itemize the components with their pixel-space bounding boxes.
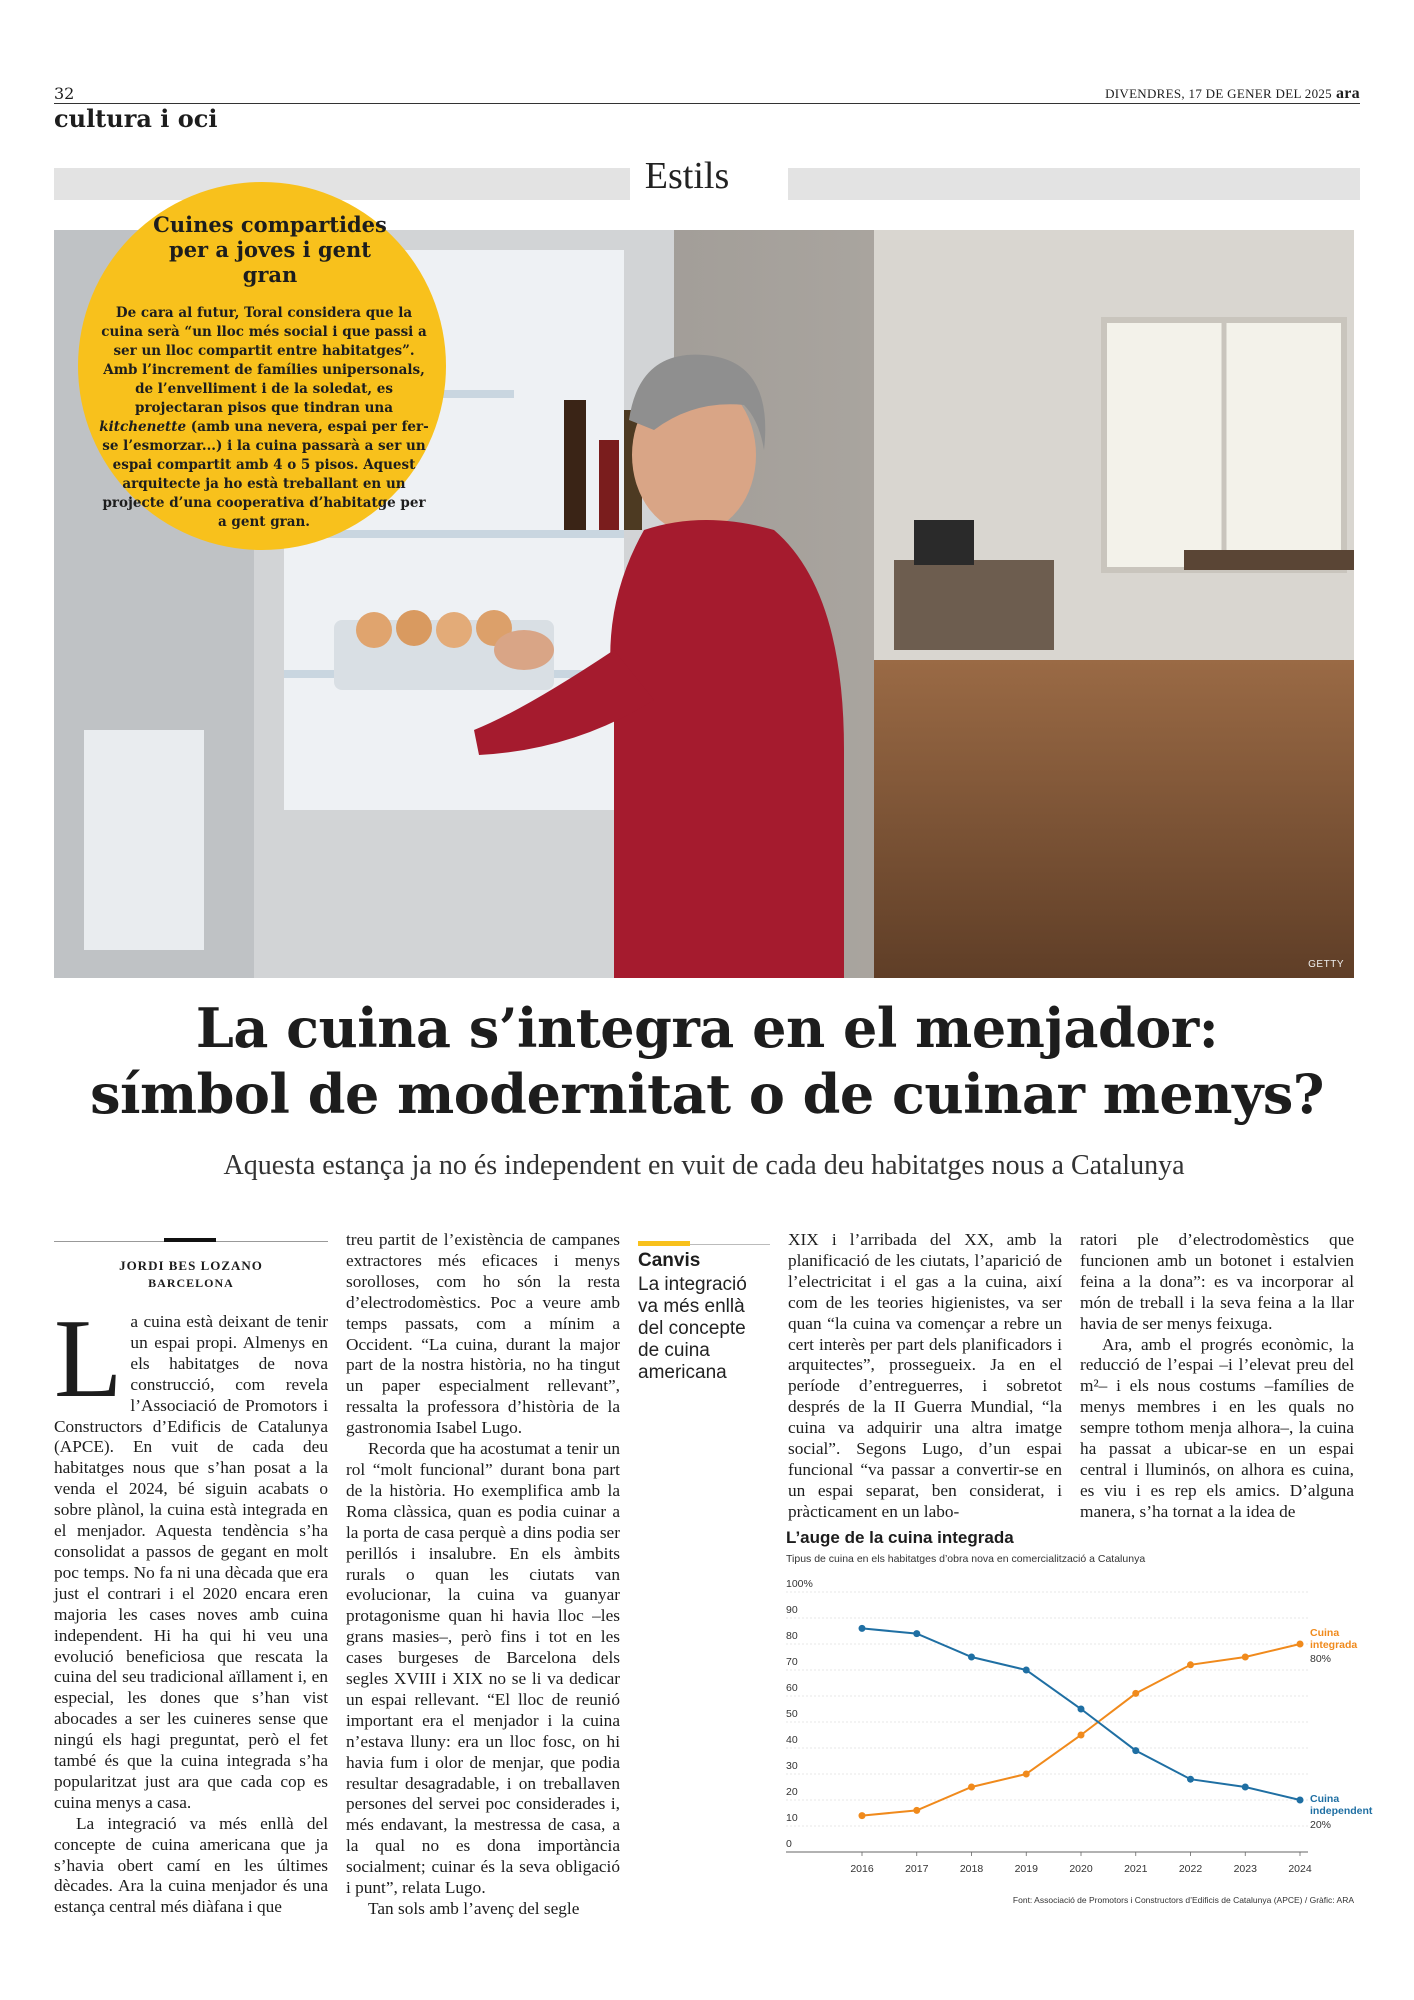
headline-line-1: La cuina s’integra en el menjador: — [195, 996, 1219, 1060]
rubric-bar-left — [54, 168, 630, 200]
rubric-title: Estils — [644, 155, 730, 197]
x-tick-label: 2020 — [1069, 1863, 1093, 1875]
article-column-1 — [54, 1297, 328, 1918]
article-column-2 — [346, 1230, 620, 1920]
x-tick-label: 2021 — [1124, 1863, 1148, 1875]
data-point — [1078, 1732, 1085, 1739]
pullquote-kicker: Canvis — [638, 1250, 701, 1271]
chart-title: L’auge de la cuina integrada — [786, 1528, 1014, 1547]
series-label: independent — [1310, 1805, 1373, 1817]
rubric-bar-right — [788, 168, 1360, 200]
data-point — [1023, 1667, 1030, 1674]
paragraph: Recorda que ha acostumat a tenir un rol “molt funcional” durant bona part de la història. Ho exemplifica amb la Roma clàssica, quan es podia cuinar a la porta de casa perquè a dins podia ser perillós i insalubre. En els àmbits rurals o quan les ciutats van evolucionar, la cuina va guanyar protagonisme quan hi havia lloc –les grans masies–, però fins i tot en les cases burgeses de Barcelona dels segles XVIII i XIX no se li va dedicar un espai rellevant. “El lloc de reunió important era el menjador i la cuina n’estava lluny: era un lloc fosc, on hi havia fum i olor de menjar, que podia resultar desagradable, i on treballaven persones del servei poc considerades i, més endavant, la mestressa de casa, a la qual no es dona importància socialment; cuinar és la seva obligació i punt”, relata Lugo. — [346, 1439, 620, 1898]
data-point — [1297, 1797, 1304, 1804]
data-point — [1078, 1706, 1085, 1713]
x-tick-label: 2018 — [959, 1863, 984, 1875]
brand-logo: ara — [1335, 85, 1360, 102]
y-tick-label: 100% — [786, 1578, 813, 1590]
y-tick-label: 60 — [786, 1682, 798, 1694]
sidebar-text-emphasis: kitchenette — [99, 419, 187, 435]
x-tick-label: 2016 — [850, 1863, 874, 1875]
series-label: Cuina — [1310, 1793, 1340, 1805]
data-point — [1187, 1661, 1194, 1668]
sidebar-text-part1: De cara al futur, Toral considera que la cuina serà “un lloc més social i que passi a ser un lloc compartit entre habitatges”. Amb l’increment de famílies unipersonals, de l’envelliment i de la soledat, es projectaran pisos que tindran una — [101, 305, 427, 416]
y-tick-label: 40 — [786, 1734, 798, 1746]
y-tick-label: 20 — [786, 1786, 798, 1798]
data-point — [968, 1654, 975, 1661]
data-point — [968, 1784, 975, 1791]
y-tick-label: 90 — [786, 1604, 798, 1616]
author-name: JORDI BES LOZANO — [119, 1258, 263, 1273]
y-tick-label: 70 — [786, 1656, 798, 1668]
article-column-4 — [1080, 1230, 1354, 1523]
chart-source: Font: Associació de Promotors i Constructors d’Edificis de Catalunya (APCE) / Gràfic: ARA — [1012, 1895, 1354, 1905]
paragraph-text: a cuina està deixant de tenir un espai propi. Almenys en els habitatges de nova construcció, com revela l’Associació de Promotors i Constructors d’Edificis de Catalunya (APCE). En vuit de cada deu habitatges nous que s’han posat a la venda el 2024, bé siguin acabats o sobre plànol, la cuina està integrada en el menjador. Aquesta tendència s’ha consolidat a passos de gegant en molt poc temps. No fa ni una dècada que era just el contrari i el 2020 encara eren majoria les cases noves amb cuina independent. Hi ha qui hi veu una evolució beneficiosa que rescata la cuina del seu tradicional aïllament i, en especial, les dones que s’han vist abocades a ser les cuineres sense que ningú els hagi preguntat, però el fet també és que la cuina integrada s’ha popularitzat just ara que cada cop es cuina menys a casa. — [54, 1312, 328, 1812]
data-point — [1297, 1641, 1304, 1648]
data-point — [913, 1630, 920, 1637]
paragraph: ratori ple d’electrodomèstics que funcionen amb un botonet i estalvien feina a la dona”: es va incorporar al món de treball i la seva feina a la llar havia de ser menys feixuga. — [1080, 1230, 1354, 1333]
x-tick-label: 2024 — [1288, 1863, 1312, 1875]
dateline-city: BARCELONA — [148, 1276, 234, 1290]
y-tick-label: 80 — [786, 1630, 798, 1642]
subheadline: Aquesta estança ja no és independent en vuit de cada deu habitatges nous a Catalunya — [223, 1150, 1185, 1181]
line-chart — [780, 1570, 1373, 1895]
chart-subtitle: Tipus de cuina en els habitatges d’obra nova en comercialització a Catalunya — [786, 1553, 1146, 1565]
y-tick-label: 30 — [786, 1760, 798, 1772]
data-point — [859, 1812, 866, 1819]
pullquote-text: La integració va més enllà del concepte de cuina americana — [638, 1274, 747, 1383]
y-tick-label: 10 — [786, 1812, 798, 1824]
paragraph: Tan sols amb l’avenç del segle — [368, 1899, 580, 1918]
sidebar-text — [96, 304, 432, 532]
date-text: DIVENDRES, 17 DE GENER DEL 2025 — [1105, 86, 1332, 101]
series-label: integrada — [1310, 1639, 1358, 1651]
article-column-3 — [788, 1230, 1062, 1523]
x-tick-label: 2023 — [1233, 1863, 1257, 1875]
data-point — [1242, 1654, 1249, 1661]
sidebar-title: Cuines compartides per a joves i gent gran — [153, 212, 387, 287]
section-name: cultura i oci — [54, 104, 218, 133]
paragraph: treu partit de l’existència de campanes extractores més eficaces i menys sorolloses, com ho són la resta d’electrodomèstics. Poc a veure amb temps passats, com a mínim a Occident. “La cuina, durant la major part de la nostra història, no ha tingut un paper especialment rellevant”, ressalta la professora d’història de la gastronomia Isabel Lugo. — [346, 1230, 620, 1438]
paragraph: Ara, amb el progrés econòmic, la reducció de l’espai –i l’elevat preu del m²– i els nous costums –famílies de menys membres i en les quals no sempre tothom menja alhora–, la cuina ha passat a ubicar-se en un espai central i lluminós, on alhora es cuina, es viu i es rep els amics. D’alguna manera, s’ha tornat a la idea de — [1080, 1334, 1354, 1521]
page-number: 32 — [54, 84, 75, 103]
pullquote-rule-mark — [638, 1241, 690, 1246]
drop-cap: L — [54, 1297, 123, 1421]
y-tick-label: 50 — [786, 1708, 798, 1720]
x-tick-label: 2017 — [905, 1863, 929, 1875]
headline-line-2: símbol de modernitat o de cuinar menys? — [90, 1062, 1324, 1126]
paragraph: La integració va més enllà del concepte de cuina americana que ja s’havia obert camí en les últimes dècades. Ara la cuina menjador és una estança central més diàfana i que — [54, 1813, 328, 1917]
issue-date — [1105, 85, 1360, 103]
data-point — [1187, 1776, 1194, 1783]
data-point — [913, 1807, 920, 1814]
byline-rule-mark — [164, 1238, 216, 1242]
sidebar-text-part2: (amb una nevera, espai per fer-se l’esmorzar...) i la cuina passarà a ser un espai compartit amb 4 o 5 pisos. Aquest arquitecte ja ho està treballant en un projecte d’una cooperativa d’habitatge per a gent gran. — [102, 419, 429, 530]
page-header — [54, 84, 1360, 104]
y-tick-label: 0 — [786, 1838, 792, 1850]
data-point — [859, 1625, 866, 1632]
series-end-value: 20% — [1310, 1819, 1332, 1831]
headline — [40, 995, 1374, 1127]
data-point — [1242, 1784, 1249, 1791]
paragraph — [54, 1297, 328, 1814]
series-end-value: 80% — [1310, 1653, 1332, 1665]
x-tick-label: 2019 — [1014, 1863, 1038, 1875]
data-point — [1023, 1771, 1030, 1778]
x-tick-label: 2022 — [1178, 1863, 1203, 1875]
paragraph: XIX i l’arribada del XX, amb la planificació de les ciutats, l’aparició de l’electricitat i el gas a la cuina, així com de les teories higienistes, va ser quan “la cuina va començar a rebre un cert interès per part dels planificadors i arquitectes”, prossegueix. Ja en el període d’entreguerres, i sobretot després de la II Guerra Mundial, “la cuina va adquirir una altra imatge social”. Segons Lugo, d’un espai funcional “va passar a convertir-se en un espai separat, ben considerat, i pràcticament en un labo- — [788, 1230, 1062, 1521]
photo-credit: GETTY — [1308, 959, 1344, 970]
series-label: Cuina — [1310, 1627, 1340, 1639]
data-point — [1132, 1747, 1139, 1754]
data-point — [1132, 1690, 1139, 1697]
